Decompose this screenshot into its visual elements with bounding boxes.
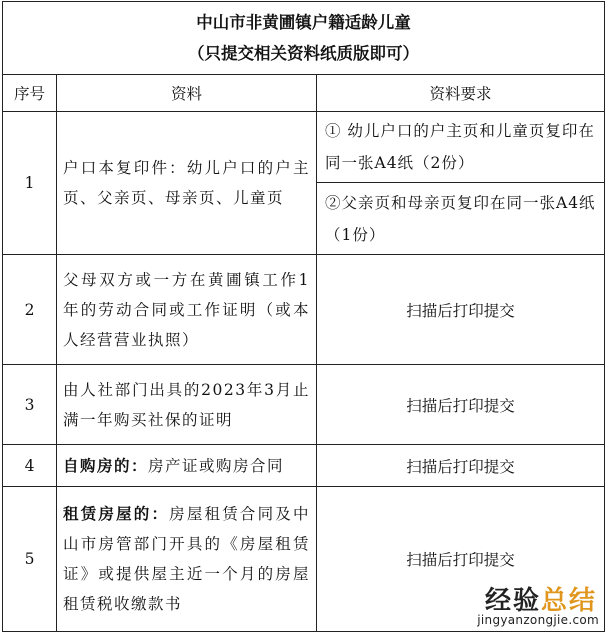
- row-number: 5: [3, 487, 57, 632]
- header-row: [3, 75, 605, 112]
- table-title: [3, 2, 605, 75]
- row-number: 1: [3, 112, 57, 255]
- row-number: 4: [3, 445, 57, 487]
- material-text: 户口本复印件：幼儿户口的户主页、父亲页、母亲页、儿童页: [63, 159, 310, 207]
- row-requirement-a: ① 幼儿户口的户主页和儿童页复印在同一张A4纸（2份）: [317, 112, 605, 183]
- watermark-cn-part2: 总结: [540, 586, 597, 616]
- row-requirement: 扫描后打印提交: [317, 365, 605, 445]
- title-line-1: 中山市非黄圃镇户籍适龄儿童: [196, 13, 411, 32]
- material-text: 房屋租赁合同及中山市房管部门开具的《房屋租赁证》或提供屋主近一个月的房屋租赁税收缴款书: [63, 505, 310, 613]
- table-row: [3, 255, 605, 365]
- row-material: [57, 112, 317, 255]
- row-material: [57, 365, 317, 445]
- row-material: [57, 445, 317, 487]
- title-line-2: （只提交相关资料纸质版即可）: [188, 44, 419, 63]
- row-requirement: 扫描后打印提交: [317, 487, 605, 632]
- requirements-table: [2, 1, 605, 632]
- table-row: [3, 365, 605, 445]
- row-material: [57, 487, 317, 632]
- material-bold-label: 租赁房屋的：: [63, 504, 170, 523]
- header-no: 序号: [3, 75, 57, 112]
- watermark-cn-part1: 经验: [484, 586, 541, 616]
- table-row: [3, 445, 605, 487]
- table-row: [3, 112, 605, 183]
- row-material: [57, 255, 317, 365]
- material-bold-label: 自购房的：: [63, 455, 149, 475]
- header-material: 资料: [57, 75, 317, 112]
- watermark: [430, 580, 605, 634]
- header-requirement: 资料要求: [317, 75, 605, 112]
- row-requirement: 扫描后打印提交: [317, 255, 605, 365]
- row-requirement-b: ②父亲页和母亲页复印在同一张A4纸（1份）: [317, 183, 605, 255]
- row-number: 3: [3, 365, 57, 445]
- watermark-cn: [485, 580, 597, 617]
- material-text: 由人社部门出具的2023年3月止满一年购买社保的证明: [63, 380, 310, 429]
- material-text: 父母双方或一方在黄圃镇工作1年的劳动合同或工作证明（或本人经营营业执照）: [63, 270, 310, 349]
- row-number: 2: [3, 255, 57, 365]
- material-text: 房产证或购房合同: [148, 456, 285, 475]
- row-requirement: 扫描后打印提交: [317, 445, 605, 487]
- watermark-en: jingyanzongjie.com: [477, 613, 599, 627]
